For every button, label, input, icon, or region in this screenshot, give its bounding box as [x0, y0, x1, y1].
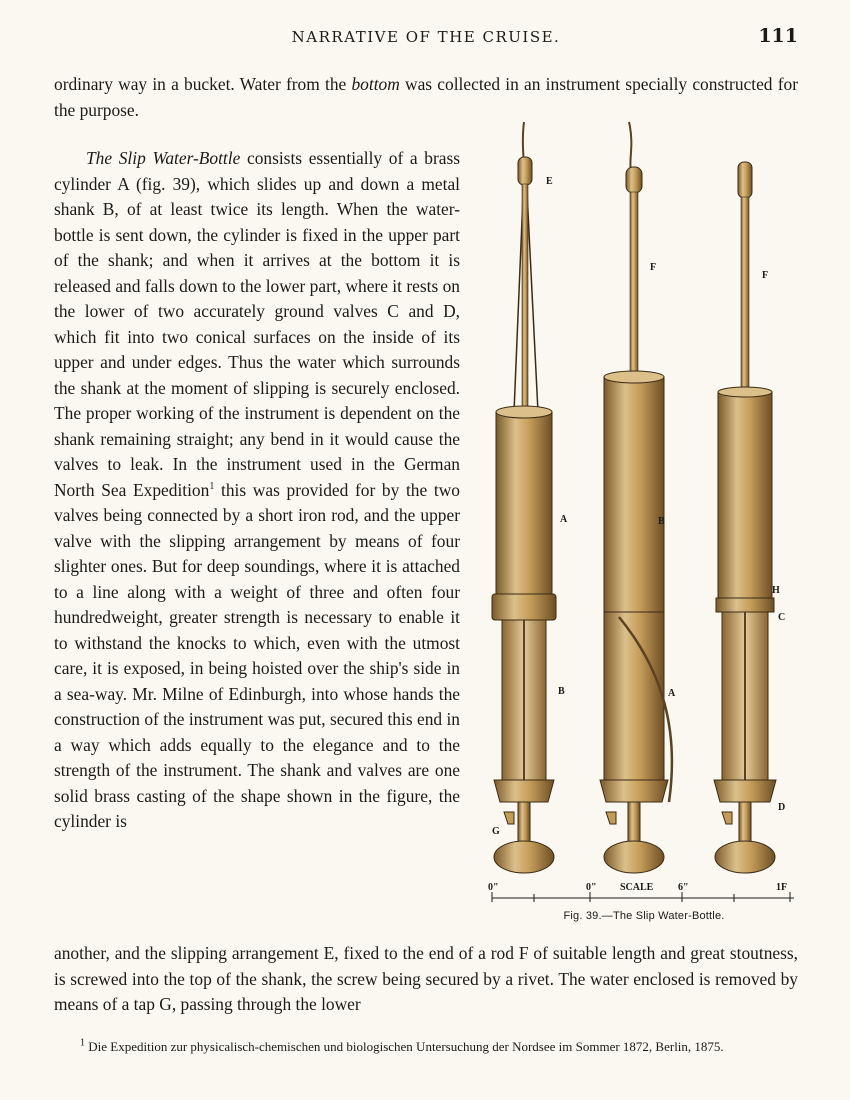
- bottle-left: [492, 122, 556, 873]
- scale-tick-1: 0": [586, 882, 597, 893]
- slip-bottle-paragraph: [54, 146, 460, 835]
- slip-body-2: this was provided for by the two valves being connected by a short iron rod, and the upper valve with the slipping arrangement by means of four slighter ones. But for deep soundings, where it is attached to a line along with a weight of three and often four hundredweight, greater strength is necessary to enable it to withstand the knocks to which, even with the utmost care, it is exposed, in being hoisted over the ship's side in a sea-way. Mr. Milne of Edinburgh, into whose hands the construction of the instrument was put, secured this end in a way which adds equally to the elegance and to the strength of the instrument. The shank and valves are one solid brass casting of the shape shown in the figure, the cylinder is: [54, 479, 460, 831]
- continued-paragraph: another, and the slipping arrangement E, fixed to the end of a rod F of suitable length and great stoutness, is screwed into the top of the shank, the screw being secured by a rivet. The water enclosed is removed by means of a tap G, passing through the lower: [54, 943, 798, 1014]
- bottle-middle: [600, 122, 672, 873]
- figure-caption: Fig. 39.—The Slip Water-Bottle.: [563, 910, 725, 922]
- page-number: 111: [758, 25, 798, 47]
- label-b-middle: B: [658, 516, 665, 527]
- footnote: [54, 1038, 798, 1055]
- scale-label: SCALE: [620, 882, 654, 893]
- label-g: G: [492, 826, 500, 837]
- label-h: H: [772, 585, 780, 596]
- footnote-text: Die Expedition zur physicalisch-chemischen und biologischen Untersuchung der Nordsee im Sommer 1872, Berlin, 1875.: [85, 1039, 724, 1054]
- intro-end: was collected in an instrument specially constructed for the purpose.: [54, 74, 798, 120]
- scale-tick-0: 0": [488, 882, 499, 893]
- label-d: D: [778, 802, 786, 813]
- label-b-left: B: [558, 686, 565, 697]
- label-e: E: [546, 176, 553, 187]
- figure-39: [474, 112, 814, 932]
- running-title: NARRATIVE OF THE CRUISE.: [291, 28, 561, 46]
- label-f-right: F: [762, 270, 769, 281]
- scale-tick-3: 1F: [776, 882, 788, 893]
- label-a-middle: A: [668, 688, 676, 699]
- label-c: C: [778, 612, 786, 623]
- bottle-right: [714, 162, 776, 873]
- label-a-left: A: [560, 514, 568, 525]
- slip-body-1: consists essentially of a brass cylinder A (fig. 39), which slides up and down a metal shank B, of at least twice its length. When the water-bottle is sent down, the cylinder is fixed in the upper part of the shank; and when it arrives at the bottom it is released and falls down to the lower part, where it rests on the lower of two accurately ground valves C and D, which fit into two conical surfaces on the inside of its upper and under edges. Thus the water which surrounds the shank at the moment of slipping is securely enclosed. The proper working of the instrument is dependent on the shank remaining straight; any bend in it would cause the valves to leak. In the instrument used in the German North Sea Expedition: [54, 148, 461, 500]
- label-f-middle: F: [650, 262, 657, 273]
- slip-title: The Slip Water-Bottle: [86, 148, 241, 168]
- intro-text: ordinary way in a bucket. Water from the: [54, 74, 352, 94]
- footnote-reference[interactable]: 1: [209, 480, 215, 492]
- intro-italic: bottom: [351, 74, 400, 94]
- footnote-marker: 1: [80, 1037, 85, 1049]
- slip-water-bottle-illustration: [474, 112, 814, 912]
- running-head: [54, 25, 798, 52]
- scale-tick-2: 6": [678, 882, 689, 893]
- scale-bar: [488, 882, 794, 902]
